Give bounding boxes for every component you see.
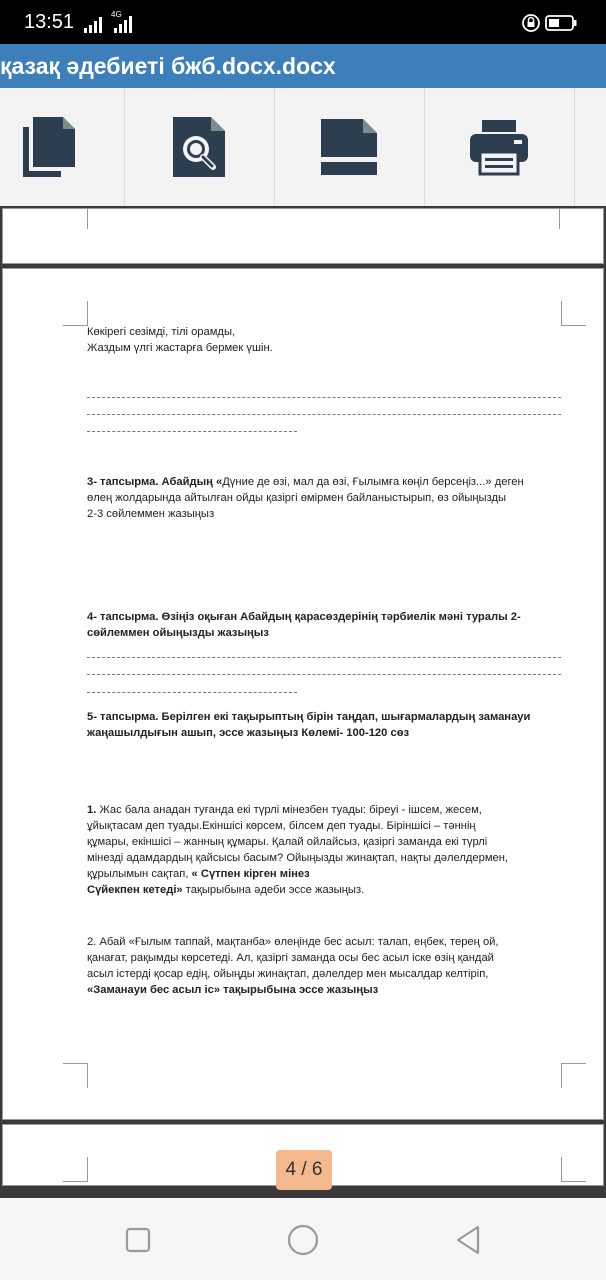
recent-apps-icon (118, 1220, 158, 1260)
task-3-text: 2-3 сөйлеммен жазыңыз (87, 508, 215, 520)
essay-topic-2 (87, 934, 563, 998)
copy-button[interactable] (0, 88, 125, 206)
signal-icon (84, 10, 136, 41)
status-bar (0, 0, 606, 44)
essay-topic-1 (87, 802, 563, 898)
task-3 (87, 474, 563, 522)
essay-topic-text: Жас бала анадан туғанда екі түрлі мінезбен туады: біреуі - ішсем, жесем, (96, 804, 482, 816)
document-title: қазақ әдебиеті бжб.docx.docx (0, 53, 336, 79)
network-type: 4G (111, 10, 122, 19)
recent-apps-button[interactable] (118, 1220, 158, 1260)
answer-line (87, 397, 561, 398)
task-4-text: 4- тапсырма. Өзіңіз оқыған Абайдың қарасөздерінің тәрбиелік мәні туралы 2- (87, 611, 521, 623)
crop-mark (63, 1063, 88, 1088)
task-5 (87, 709, 563, 741)
home-button[interactable] (283, 1220, 323, 1260)
essay-topic-text: құмары, екіншісі – жанның құмары. Қалай ойлайсыз, қазіргі заманда екі түрлі (87, 836, 488, 848)
page-indicator: 4 / 6 (276, 1150, 332, 1190)
print-button[interactable] (424, 88, 575, 206)
task-3-quote: Дүние де өзі, мал да өзі, Ғылымға көңіл берсеңіз... (222, 476, 486, 488)
answer-line (87, 414, 561, 415)
crop-mark (559, 209, 584, 229)
document-button[interactable] (274, 88, 425, 206)
home-icon (283, 1220, 323, 1260)
crop-mark (63, 301, 88, 326)
essay-topic-text: ұйықтасам деп туады.Екіншісі көрсем, білсем деп туады. Біріншісі – тәннің (87, 820, 476, 832)
answer-line (87, 431, 297, 432)
answer-line (87, 692, 297, 693)
essay-topic-title: Сүйекпен кетеді» (87, 884, 183, 896)
back-button[interactable] (448, 1220, 488, 1260)
back-icon (448, 1220, 488, 1260)
item-number: 1. (87, 804, 97, 816)
task-5-text: жаңашылдығын ашып, эссе жазыңыз Көлемі- 100-120 сөз (87, 727, 410, 739)
essay-topic-text: тақырыбына әдеби эссе жазыңыз. (182, 884, 365, 896)
toolbar (0, 88, 606, 207)
title-bar (0, 44, 606, 88)
task-4 (87, 609, 563, 641)
document-viewer[interactable] (0, 206, 606, 1168)
crop-mark (63, 209, 88, 229)
lock-rotation-icon (523, 15, 539, 31)
status-icons (522, 12, 578, 39)
task-3-label: 3- тапсырма. Абайдың « (87, 476, 223, 488)
previous-page (2, 208, 604, 264)
answer-line (87, 674, 561, 675)
poem-line: Көкірегі сезімді, тілі орамды, (87, 326, 236, 338)
poem (87, 324, 563, 356)
task-4-text: сөйлеммен ойыңызды жазыңыз (87, 627, 269, 639)
essay-topic-title: « Сүтпен кірген мінез (191, 868, 310, 880)
crop-mark (63, 1157, 88, 1182)
essay-topic-text: қанағат, рақымды көрсетеді. Ал, қазіргі заманда осы бес асыл іске өзің қандай (87, 952, 494, 964)
task-3-text: » деген (485, 476, 524, 488)
essay-topic-text: асыл істерді қосар едің, ойыңды жинақтап, дәлелдер мен мысалдар келтіріп, (87, 968, 489, 980)
essay-topic-title: «Заманауи бес асыл іс» тақырыбына эссе жазыңыз (87, 984, 379, 996)
status-time: 13:51 (24, 11, 75, 33)
battery-icon (546, 16, 577, 30)
task-5-text: 5- тапсырма. Берілген екі тақырыптың бірін таңдап, шығармалардың заманауи (87, 711, 531, 723)
poem-line: Жаздым үлгі жастарға бермек үшін. (87, 342, 273, 354)
crop-mark (561, 301, 586, 326)
essay-topic-text: 2. Абай «Ғылым таппай, мақтанба» өлеңінде бес асыл: талап, еңбек, терең ой, (87, 936, 499, 948)
find-button[interactable] (124, 88, 275, 206)
task-3-text: өлең жолдарында айтылған ойды қазіргі өмірмен байланыстырып, өз ойыңызды (87, 492, 507, 504)
navigation-bar (0, 1198, 606, 1280)
crop-mark (561, 1063, 586, 1088)
crop-mark (561, 1157, 586, 1182)
essay-topic-text: құрылымын сақтап, (87, 868, 192, 880)
essay-topic-text: мінезді адамдардың қайсысы басым? Ойыңызды жинақтап, нақты дәлелдермен, (87, 852, 509, 864)
answer-line (87, 657, 561, 658)
